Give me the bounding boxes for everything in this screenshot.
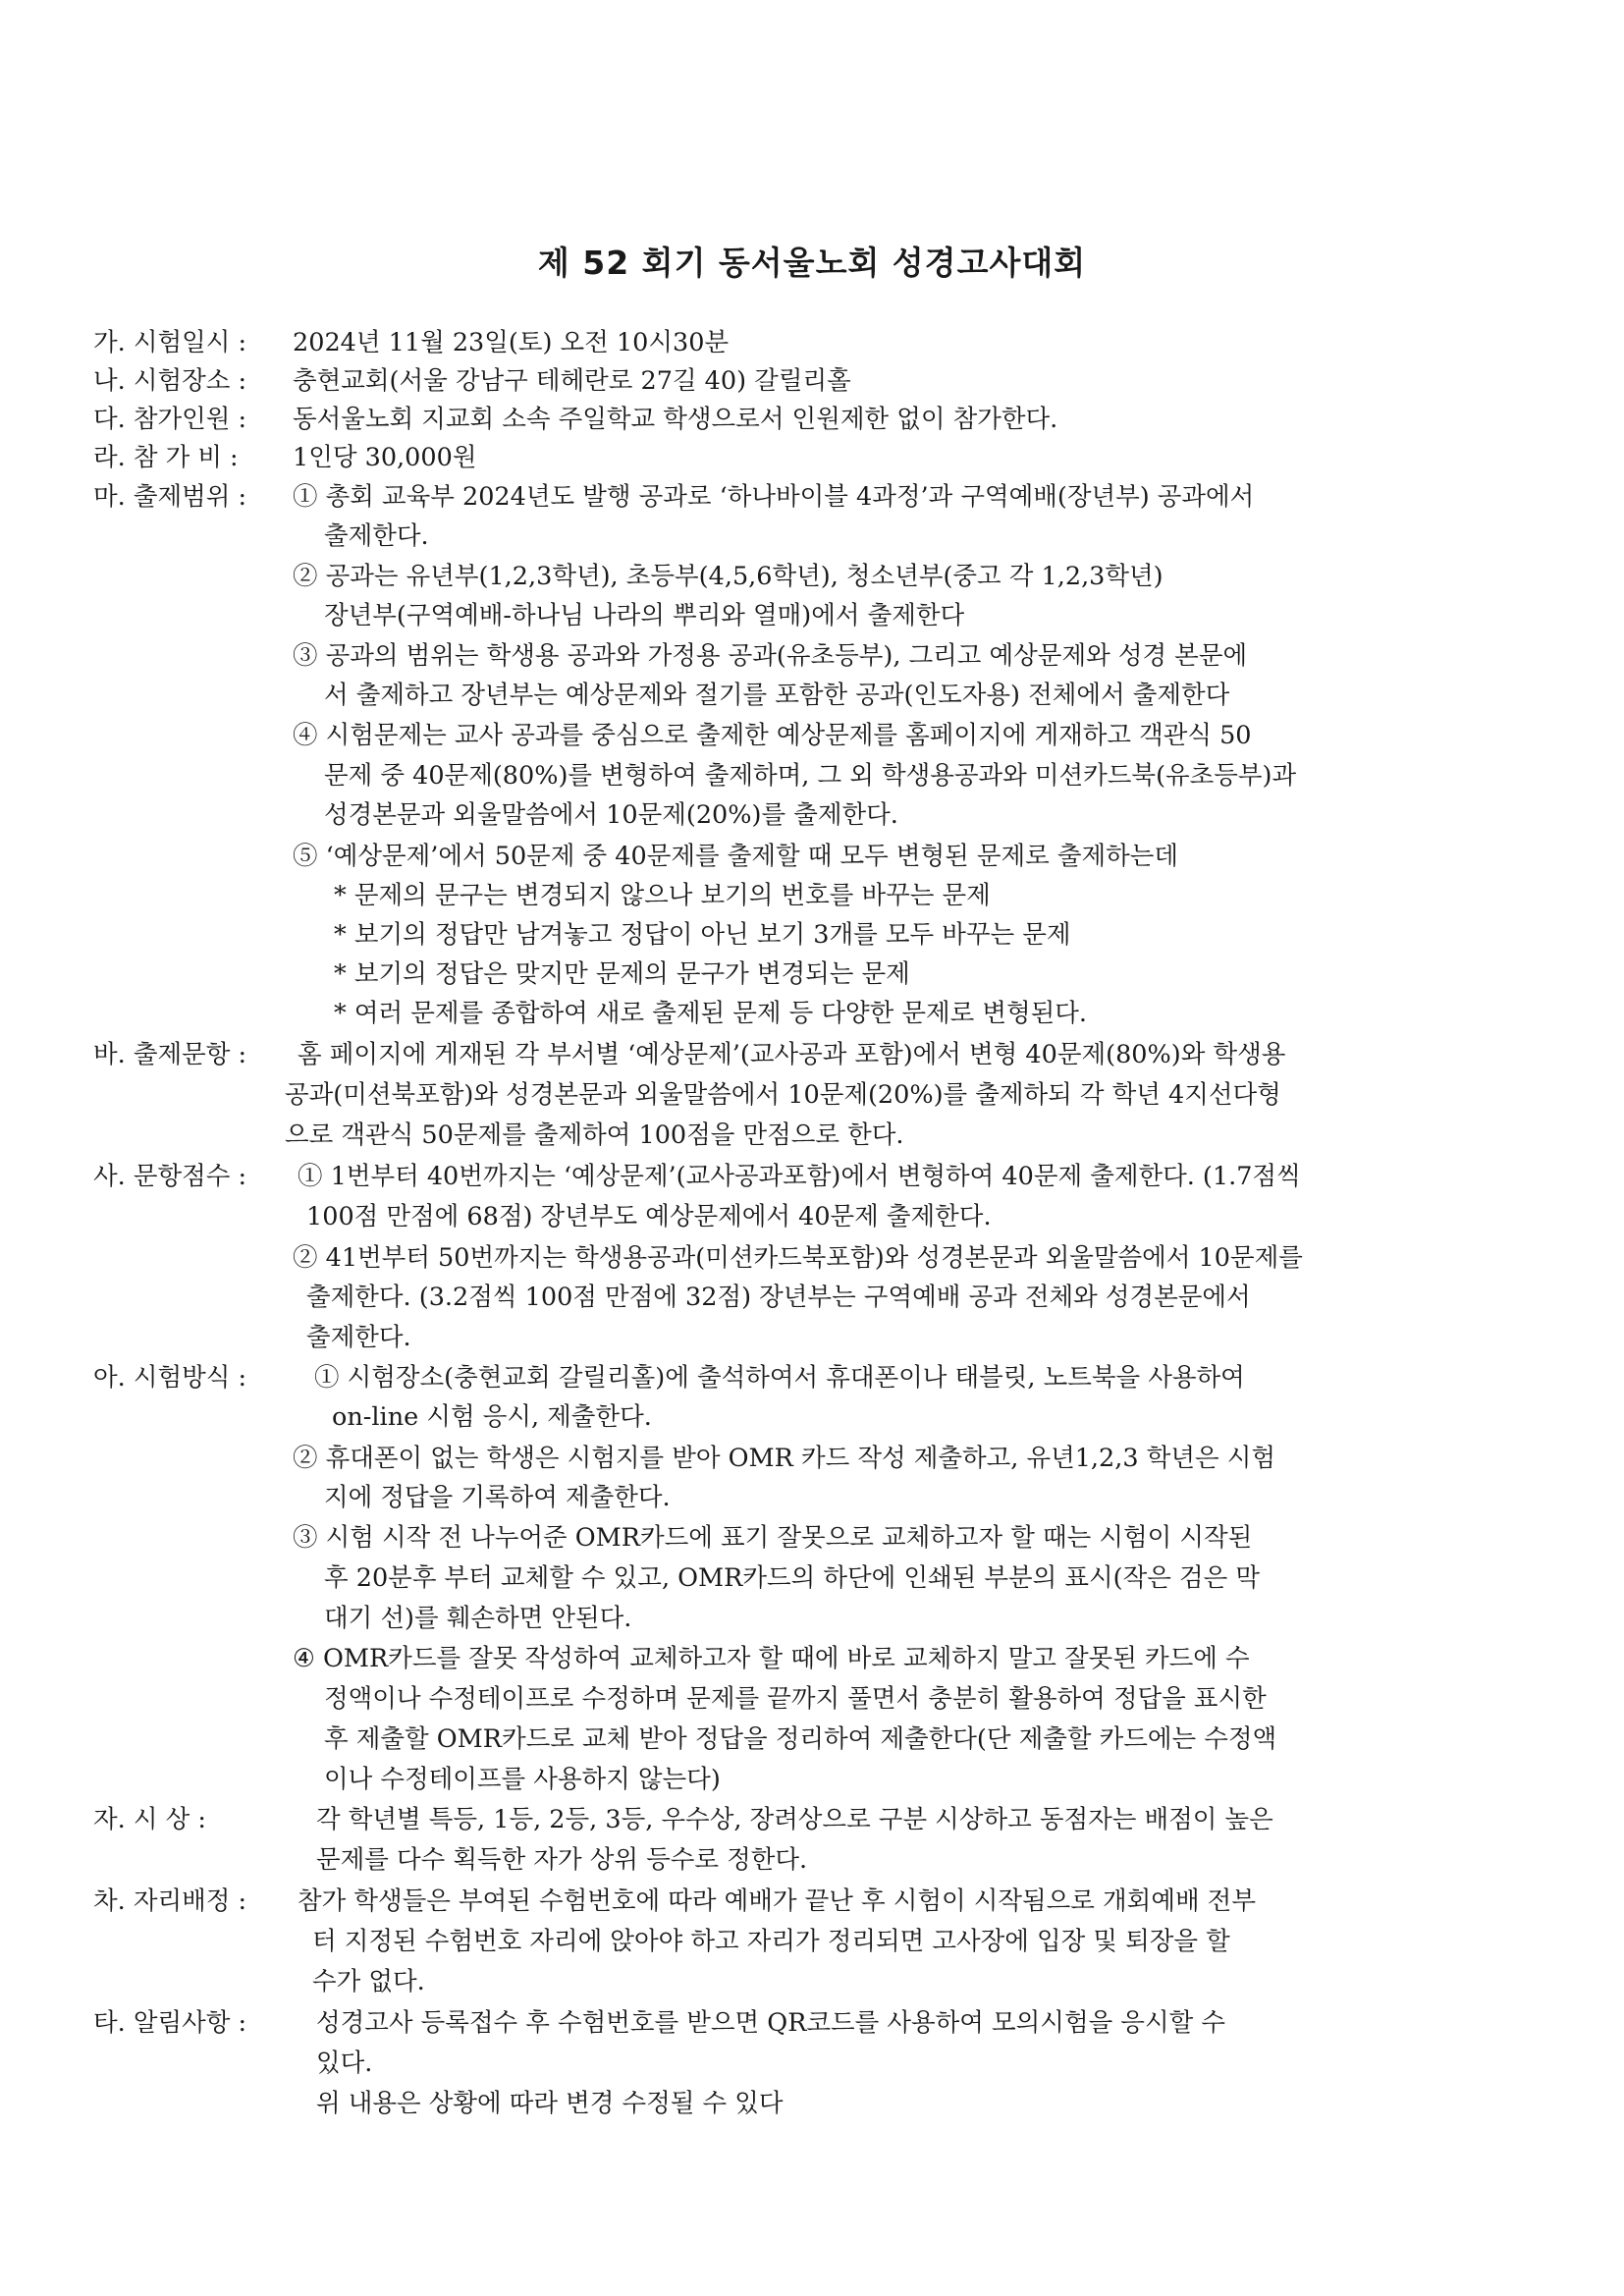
section-text-method-line: on-line 시험 응시, 제출한다. xyxy=(332,1402,652,1432)
section-text-notice-line: 성경고사 등록접수 후 수험번호를 받으면 QR코드를 사용하여 모의시험을 응시할 수 xyxy=(316,2008,1225,2038)
section-label-method: 아. 시험방식 : xyxy=(93,1363,247,1393)
section-text-method-line: 이나 수정테이프를 사용하지 않는다) xyxy=(324,1765,721,1794)
section-text-scope-line: ② 공과는 유년부(1,2,3학년), 초등부(4,5,6학년), 청소년부(중고 각 1,2,3학년) xyxy=(293,562,1164,591)
section-text-questions-line: 공과(미션북포함)와 성경본문과 외울말씀에서 10문제(20%)를 출제하되 각 학년 4지선다형 xyxy=(285,1080,1281,1110)
section-text-scope-line: ③ 공과의 범위는 학생용 공과와 가정용 공과(유초등부), 그리고 예상문제와 성경 본문에 xyxy=(293,641,1248,671)
section-text-method-line: ④ OMR카드를 잘못 작성하여 교체하고자 할 때에 바로 교체하지 말고 잘못된 카드에 수 xyxy=(293,1644,1250,1673)
section-text-scoring-line: 100점 만점에 68점) 장년부도 예상문제에서 40문제 출제한다. xyxy=(306,1202,992,1231)
section-text-scope-line: ① 총회 교육부 2024년도 발행 공과로 ‘하나바이블 4과정’과 구역예배(장년부) 공과에서 xyxy=(293,482,1255,512)
section-label-questions: 바. 출제문항 : xyxy=(93,1040,247,1069)
section-text-scope-line: 문제 중 40문제(80%)를 변형하여 출제하며, 그 외 학생용공과와 미션카드북(유초등부)과 xyxy=(324,761,1297,791)
section-text-method-line: ① 시험장소(충현교회 갈릴리홀)에 출석하여서 휴대폰이나 태블릿, 노트북을 사용하여 xyxy=(314,1363,1245,1393)
section-text-awards-line: 각 학년별 특등, 1등, 2등, 3등, 우수상, 장려상으로 구분 시상하고 동점자는 배점이 높은 xyxy=(316,1805,1273,1834)
section-text-scope-line: ⑤ ‘예상문제’에서 50문제 중 40문제를 출제할 때 모두 변형된 문제로 출제하는데 xyxy=(293,842,1179,871)
document-title: 제 52 회기 동서울노회 성경고사대회 xyxy=(537,244,1087,282)
section-text-fee: 1인당 30,000원 xyxy=(293,443,477,472)
section-text-scope-bullet: * 문제의 문구는 변경되지 않으나 보기의 번호를 바꾸는 문제 xyxy=(334,881,991,910)
section-label-scope: 마. 출제범위 : xyxy=(93,482,247,512)
section-text-method-line: ③ 시험 시작 전 나누어준 OMR카드에 표기 잘못으로 교체하고자 할 때는 시험이 시작된 xyxy=(293,1523,1253,1553)
section-text-method-line: 정액이나 수정테이프로 수정하며 문제를 끝까지 풀면서 충분히 활용하여 정답을 표시한 xyxy=(324,1684,1267,1714)
section-text-scope-line: 서 출제하고 장년부는 예상문제와 절기를 포함한 공과(인도자용) 전체에서 출제한다 xyxy=(324,681,1230,710)
section-text-questions-line: 홈 페이지에 게재된 각 부서별 ‘예상문제’(교사공과 포함)에서 변형 40문제(80%)와 학생용 xyxy=(298,1040,1286,1069)
section-label-date: 가. 시험일시 : xyxy=(93,328,247,357)
section-text-method-line: ② 휴대폰이 없는 학생은 시험지를 받아 OMR 카드 작성 제출하고, 유년1,2,3 학년은 시험 xyxy=(293,1444,1275,1473)
section-text-scope-bullet: * 보기의 정답은 맞지만 문제의 문구가 변경되는 문제 xyxy=(334,959,910,989)
section-text-notice-line: 위 내용은 상황에 따라 변경 수정될 수 있다 xyxy=(316,2089,784,2118)
section-text-seating-line: 터 지정된 수험번호 자리에 앉아야 하고 자리가 정리되면 고사장에 입장 및 퇴장을 할 xyxy=(312,1927,1230,1956)
section-text-scope-bullet: * 보기의 정답만 남겨놓고 정답이 아닌 보기 3개를 모두 바꾸는 문제 xyxy=(334,920,1071,950)
section-text-scoring-line: ② 41번부터 50번까지는 학생용공과(미션카드북포함)와 성경본문과 외울말씀에서 10문제를 xyxy=(293,1243,1303,1273)
section-text-method-line: 후 제출할 OMR카드로 교체 받아 정답을 정리하여 제출한다(단 제출할 카드에는 수정액 xyxy=(324,1724,1277,1754)
section-text-seating-line: 수가 없다. xyxy=(312,1967,425,1996)
section-text-participants: 동서울노회 지교회 소속 주일학교 학생으로서 인원제한 없이 참가한다. xyxy=(293,405,1058,434)
section-label-awards: 자. 시 상 : xyxy=(93,1805,206,1834)
section-text-scope-line: 출제한다. xyxy=(324,521,429,551)
section-text-scoring-line: 출제한다. (3.2점씩 100점 만점에 32점) 장년부는 구역예배 공과 전체와 성경본문에서 xyxy=(306,1283,1251,1312)
section-text-method-line: 후 20분후 부터 교체할 수 있고, OMR카드의 하단에 인쇄된 부분의 표시(작은 검은 막 xyxy=(324,1563,1260,1593)
section-label-fee: 라. 참 가 비 : xyxy=(93,443,239,472)
section-text-scoring-line: ① 1번부터 40번까지는 ‘예상문제’(교사공과포함)에서 변형하여 40문제 출제한다. (1.7점씩 xyxy=(298,1162,1301,1191)
section-text-seating-line: 참가 학생들은 부여된 수험번호에 따라 예배가 끝난 후 시험이 시작됨으로 개회예배 전부 xyxy=(298,1886,1256,1916)
section-text-date: 2024년 11월 23일(토) 오전 10시30분 xyxy=(293,328,730,357)
section-text-scope-bullet: * 여러 문제를 종합하여 새로 출제된 문제 등 다양한 문제로 변형된다. xyxy=(334,999,1088,1028)
section-text-awards-line: 문제를 다수 획득한 자가 상위 등수로 정한다. xyxy=(316,1845,808,1875)
section-text-scope-line: 성경본문과 외울말씀에서 10문제(20%)를 출제한다. xyxy=(324,800,898,830)
section-label-notice: 타. 알림사항 : xyxy=(93,2008,247,2038)
section-text-method-line: 대기 선)를 훼손하면 안된다. xyxy=(324,1604,632,1633)
section-label-seating: 차. 자리배정 : xyxy=(93,1886,247,1916)
section-text-scope-line: 장년부(구역예배-하나님 나라의 뿌리와 열매)에서 출제한다 xyxy=(324,601,965,630)
section-text-notice-line: 있다. xyxy=(316,2049,373,2078)
section-label-participants: 다. 참가인원 : xyxy=(93,405,247,434)
section-text-place: 충현교회(서울 강남구 테헤란로 27길 40) 갈릴리홀 xyxy=(293,366,851,396)
section-text-scoring-line: 출제한다. xyxy=(306,1323,411,1352)
section-label-scoring: 사. 문항점수 : xyxy=(93,1162,247,1191)
section-text-scope-line: ④ 시험문제는 교사 공과를 중심으로 출제한 예상문제를 홈페이지에 게재하고 객관식 50 xyxy=(293,721,1252,750)
section-text-questions-line: 으로 객관식 50문제를 출제하여 100점을 만점으로 한다. xyxy=(285,1121,904,1150)
section-text-method-line: 지에 정답을 기록하여 제출한다. xyxy=(324,1483,671,1512)
section-label-place: 나. 시험장소 : xyxy=(93,366,247,396)
